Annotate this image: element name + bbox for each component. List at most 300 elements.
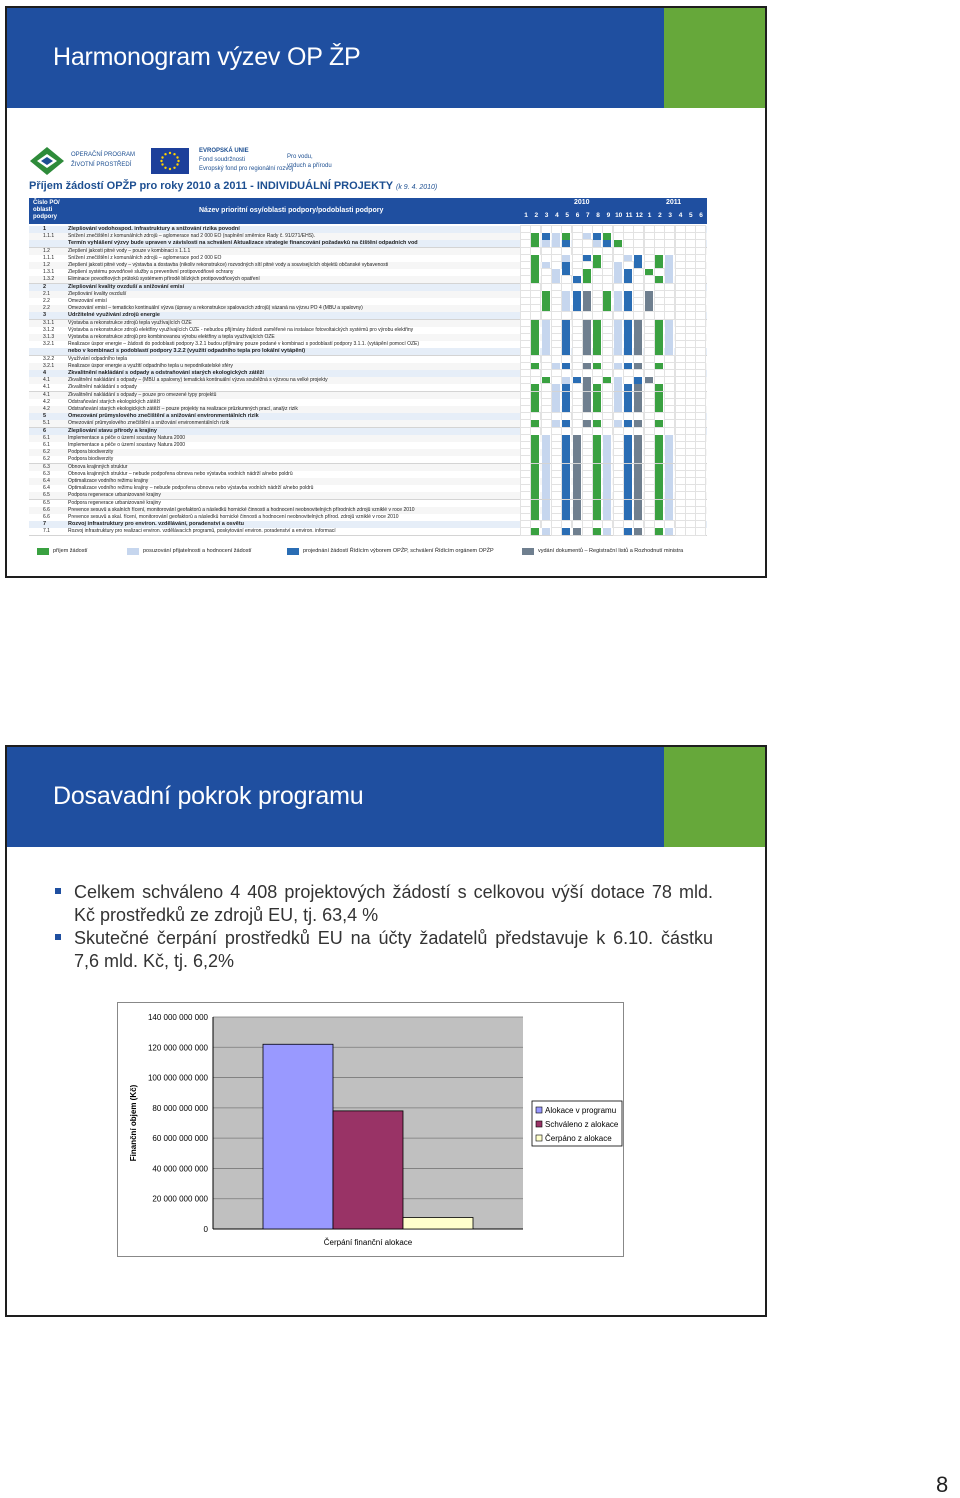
schedule-cell	[614, 377, 623, 384]
month-label: 12	[635, 212, 643, 219]
schedule-cell	[634, 406, 643, 413]
schedule-cell	[562, 528, 571, 535]
schedule-cell	[686, 341, 695, 348]
schedule-cell	[562, 298, 571, 305]
bullet-text: Celkem schváleno 4 408 projektových žádostí s celkovou výší dotace 78 mld. Kč prostředků ze zdrojů EU, tj. 63,4 %	[74, 882, 713, 925]
schedule-cell	[634, 528, 643, 535]
schedule-cell	[645, 320, 654, 327]
row-name: Omezování průmyslového znečištění a snižování environmentálních rizik	[68, 420, 230, 427]
schedule-cell	[665, 320, 674, 327]
schedule-cell	[542, 240, 551, 247]
schedule-cell	[603, 449, 612, 456]
row-code: 1.2	[43, 262, 50, 268]
schedule-cell	[665, 485, 674, 492]
schedule-cell	[603, 240, 612, 247]
schedule-cell	[573, 377, 582, 384]
schedule-cell	[521, 320, 530, 327]
month-label: 11	[625, 212, 633, 219]
schedule-cell	[552, 276, 561, 283]
schedule-cell	[645, 413, 654, 420]
schedule-cell	[521, 284, 530, 291]
schedule-cell	[686, 456, 695, 463]
schedule-cell	[593, 492, 602, 499]
schedule-cell	[665, 291, 674, 298]
schedule-cell	[583, 363, 592, 370]
schedule-cell	[686, 442, 695, 449]
schedule-cell	[521, 399, 530, 406]
row-code: 6.4	[43, 478, 50, 484]
schedule-cell	[593, 377, 602, 384]
schedule-cell	[655, 384, 664, 391]
schedule-cell	[665, 327, 674, 334]
schedule-cell	[624, 240, 633, 247]
row-name: Realizace úspor energie a využití odpadního tepla u nepodnikatelské sféry	[68, 362, 233, 369]
schedule-cell	[583, 528, 592, 535]
schedule-cell	[645, 399, 654, 406]
schedule-cell	[593, 507, 602, 514]
schedule-cell	[634, 521, 643, 528]
schedule-cell	[552, 356, 561, 363]
schedule-cell	[676, 413, 685, 420]
schedule-cell	[614, 492, 623, 499]
month-label: 5	[688, 212, 693, 219]
schedule-cell	[634, 255, 643, 262]
schedule-cell	[562, 392, 571, 399]
schedule-cell	[696, 320, 705, 327]
schedule-cell	[614, 348, 623, 355]
schedule-cell	[531, 514, 540, 521]
schedule-cell	[583, 226, 592, 233]
schedule-cell	[645, 449, 654, 456]
schedule-cell	[593, 298, 602, 305]
schedule-cell	[634, 449, 643, 456]
schedule-cell	[624, 377, 633, 384]
schedule-cell	[634, 305, 643, 312]
schedule-cell	[624, 226, 633, 233]
schedule-cell	[645, 341, 654, 348]
legend-swatch	[536, 1107, 542, 1113]
schedule-cell	[552, 305, 561, 312]
schedule-cell	[521, 348, 530, 355]
schedule-cell	[686, 305, 695, 312]
row-name: Omezování emisí	[68, 298, 107, 304]
row-code: 3	[43, 312, 47, 319]
schedule-cell	[655, 348, 664, 355]
schedule-cell	[655, 377, 664, 384]
schedule-cell	[686, 392, 695, 399]
schedule-cell	[676, 492, 685, 499]
schedule-cell	[655, 392, 664, 399]
schedule-cell	[531, 428, 540, 435]
chart-svg	[118, 1003, 623, 1256]
schedule-cell	[676, 442, 685, 449]
schedule-cell	[552, 312, 561, 319]
schedule-cell	[655, 471, 664, 478]
schedule-cell	[542, 456, 551, 463]
schedule-cell	[603, 334, 612, 341]
schedule-row	[29, 528, 707, 536]
legend-swatch	[127, 548, 139, 555]
schedule-cell	[614, 269, 623, 276]
schedule-cell	[676, 428, 685, 435]
schedule-cell	[665, 500, 674, 507]
schedule-cell	[583, 356, 592, 363]
schedule-cell	[665, 528, 674, 535]
schedule-cell	[686, 500, 695, 507]
schedule-cell	[521, 485, 530, 492]
y-tick-label: 120 000 000 000	[147, 1043, 208, 1053]
schedule-cell	[521, 464, 530, 471]
schedule-cell	[686, 312, 695, 319]
schedule-cell	[614, 233, 623, 240]
schedule-cell	[562, 255, 571, 262]
schedule-cell	[686, 255, 695, 262]
schedule-cell	[531, 384, 540, 391]
slide-title: Harmonogram výzev OP ŽP	[53, 43, 361, 71]
schedule-cell	[624, 435, 633, 442]
schedule-cell	[686, 399, 695, 406]
schedule-cell	[521, 514, 530, 521]
schedule-cell	[573, 320, 582, 327]
schedule-cell	[634, 435, 643, 442]
schedule-cell	[552, 521, 561, 528]
schedule-cell	[552, 399, 561, 406]
bullet-text: Skutečné čerpání prostředků EU na účty žadatelů představuje k 6.10. částku 7,6 mld. Kč, tj. 6,2%	[74, 928, 713, 971]
schedule-cell	[614, 384, 623, 391]
schedule-cell	[686, 406, 695, 413]
row-code: 6.1	[43, 442, 50, 448]
schedule-cell	[665, 392, 674, 399]
schedule-cell	[593, 284, 602, 291]
schedule-cell	[521, 276, 530, 283]
schedule-cell	[686, 435, 695, 442]
schedule-cell	[655, 312, 664, 319]
schedule-cell	[562, 269, 571, 276]
schedule-cell	[686, 370, 695, 377]
schedule-cell	[624, 348, 633, 355]
schedule-cell	[645, 248, 654, 255]
schedule-cell	[676, 226, 685, 233]
schedule-cell	[593, 327, 602, 334]
schedule-cell	[686, 226, 695, 233]
schedule-cell	[655, 226, 664, 233]
schedule-cell	[655, 262, 664, 269]
schedule-cell	[696, 456, 705, 463]
schedule-cell	[645, 521, 654, 528]
schedule-cell	[542, 334, 551, 341]
schedule-cell	[645, 363, 654, 370]
schedule-cell	[645, 514, 654, 521]
schedule-cell	[531, 298, 540, 305]
schedule-cell	[634, 334, 643, 341]
schedule-title	[29, 180, 437, 192]
row-name: Snížení znečištění z komunálních zdrojů – aglomerace pod 2 000 EO	[68, 254, 222, 261]
schedule-cell	[583, 413, 592, 420]
row-name: Zlepšování vodohospod. infrastruktury a snižování rizika povodní	[68, 226, 240, 232]
row-code: 4.2	[43, 406, 50, 412]
schedule-cell	[542, 420, 551, 427]
bar-1	[263, 1044, 333, 1229]
schedule-cell	[542, 485, 551, 492]
schedule-cell	[542, 492, 551, 499]
schedule-cell	[562, 514, 571, 521]
schedule-cell	[542, 377, 551, 384]
schedule-cell	[603, 500, 612, 507]
schedule-cell	[593, 449, 602, 456]
schedule-cell	[593, 334, 602, 341]
schedule-cell	[686, 492, 695, 499]
schedule-cell	[573, 363, 582, 370]
schedule-cell	[624, 399, 633, 406]
slide-title: Dosavadní pokrok programu	[53, 782, 364, 810]
schedule-cell	[655, 442, 664, 449]
schedule-cell	[562, 248, 571, 255]
row-name: Zlepšení systému povodňové služby a preventivní protipovodňové ochrany	[68, 269, 234, 276]
schedule-cell	[634, 291, 643, 298]
schedule-cell	[634, 327, 643, 334]
schedule-cell	[624, 413, 633, 420]
schedule-cell	[531, 442, 540, 449]
schedule-cell	[521, 248, 530, 255]
schedule-cell	[624, 334, 633, 341]
schedule-cell	[583, 377, 592, 384]
schedule-cell	[696, 327, 705, 334]
row-code: 6	[43, 427, 47, 434]
col-code-header: Číslo PO/ oblasti podpory	[33, 200, 60, 220]
schedule-cell	[676, 262, 685, 269]
schedule-cell	[573, 428, 582, 435]
schedule-cell	[552, 298, 561, 305]
schedule-cell	[696, 384, 705, 391]
schedule-cell	[624, 485, 633, 492]
schedule-cell	[593, 464, 602, 471]
schedule-cell	[552, 485, 561, 492]
schedule-cell	[531, 363, 540, 370]
schedule-cell	[603, 341, 612, 348]
schedule-cell	[603, 485, 612, 492]
month-label: 1	[524, 212, 528, 219]
schedule-cell	[655, 449, 664, 456]
schedule-cell	[531, 478, 540, 485]
schedule-cell	[645, 233, 654, 240]
schedule-cell	[583, 262, 592, 269]
schedule-cell	[645, 456, 654, 463]
schedule-cell	[562, 406, 571, 413]
schedule-cell	[614, 341, 623, 348]
schedule-cell	[655, 428, 664, 435]
schedule-cell	[696, 428, 705, 435]
schedule-cell	[573, 492, 582, 499]
schedule-cell	[655, 255, 664, 262]
schedule-cell	[603, 399, 612, 406]
schedule-cell	[665, 348, 674, 355]
schedule-cell	[583, 370, 592, 377]
row-name: nebo v kombinaci s podoblastí podpory 3.2.2 (využití odpadního tepla pro lokální vytápění)	[68, 348, 306, 355]
schedule-cell	[583, 312, 592, 319]
bar-3	[403, 1217, 473, 1229]
schedule-cell	[696, 528, 705, 535]
schedule-cell	[614, 478, 623, 485]
schedule-cell	[521, 442, 530, 449]
schedule-cell	[562, 276, 571, 283]
schedule-cell	[542, 233, 551, 240]
schedule-cell	[562, 478, 571, 485]
logo-strip	[29, 146, 709, 180]
row-name: Omezování emisí – tematicko kontinuální výzva (úpravy a rekonstrukce spalovacích zdrojů) vázaná na výzvu PO 4 (MBÚ a spalovny)	[68, 305, 363, 312]
schedule-cell	[552, 240, 561, 247]
schedule-cell	[521, 406, 530, 413]
schedule-cell	[593, 356, 602, 363]
schedule-cell	[696, 449, 705, 456]
schedule-cell	[634, 320, 643, 327]
schedule-cell	[624, 284, 633, 291]
schedule-cell	[531, 500, 540, 507]
schedule-cell	[542, 435, 551, 442]
schedule-cell	[593, 233, 602, 240]
schedule-cell	[645, 305, 654, 312]
bullet-list	[53, 881, 713, 973]
schedule-cell	[583, 471, 592, 478]
schedule-cell	[562, 370, 571, 377]
schedule-cell	[573, 284, 582, 291]
schedule-cell	[583, 478, 592, 485]
schedule-cell	[593, 370, 602, 377]
schedule-cell	[573, 442, 582, 449]
schedule-cell	[624, 406, 633, 413]
schedule-cell	[665, 226, 674, 233]
schedule-cell	[634, 384, 643, 391]
schedule-cell	[676, 341, 685, 348]
schedule-cell	[645, 485, 654, 492]
row-code: 6.2	[43, 449, 50, 456]
schedule-cell	[665, 442, 674, 449]
schedule-cell	[655, 269, 664, 276]
row-name: Termín vyhlášení výzvy bude upraven v závislosti na schválení Aktualizace strategie financování požadavků na čištění odpadních vod	[68, 240, 418, 247]
schedule-cell	[624, 456, 633, 463]
x-axis-label: Čerpání finanční alokace	[323, 1238, 413, 1247]
schedule-cell	[645, 428, 654, 435]
month-label: 1	[647, 212, 652, 219]
schedule-cell	[645, 334, 654, 341]
schedule-cell	[603, 370, 612, 377]
schedule-cell	[573, 262, 582, 269]
schedule-cell	[665, 464, 674, 471]
schedule-cell	[573, 507, 582, 514]
schedule-cell	[676, 334, 685, 341]
slide-progress	[5, 745, 767, 1317]
schedule-cell	[603, 456, 612, 463]
row-code: 7	[43, 521, 47, 528]
row-code: 3.1.2	[43, 326, 55, 333]
schedule-cell	[665, 471, 674, 478]
schedule-cell	[573, 435, 582, 442]
row-code: 4	[43, 370, 47, 376]
schedule-cell	[542, 291, 551, 298]
schedule-cell	[562, 464, 571, 471]
schedule-cell	[645, 269, 654, 276]
schedule-cell	[696, 478, 705, 485]
schedule-cell	[593, 413, 602, 420]
schedule-cell	[655, 291, 664, 298]
schedule-cell	[655, 305, 664, 312]
legend-swatch	[287, 548, 299, 555]
schedule-cell	[573, 384, 582, 391]
schedule-cell	[542, 514, 551, 521]
schedule-cell	[614, 521, 623, 528]
schedule-cell	[573, 255, 582, 262]
schedule-cell	[645, 284, 654, 291]
schedule-cell	[542, 226, 551, 233]
schedule-cell	[634, 399, 643, 406]
schedule-cell	[531, 305, 540, 312]
schedule-cell	[531, 226, 540, 233]
schedule-cell	[645, 420, 654, 427]
schedule-cell	[542, 305, 551, 312]
schedule-cell	[521, 471, 530, 478]
legend-label: Alokace v programu	[545, 1106, 617, 1115]
schedule-cell	[593, 392, 602, 399]
schedule-cell	[676, 240, 685, 247]
schedule-cell	[542, 312, 551, 319]
schedule-cell	[552, 507, 561, 514]
schedule-cell	[583, 291, 592, 298]
schedule-cell	[603, 255, 612, 262]
row-code: 6.3	[43, 470, 50, 477]
schedule-cell	[573, 298, 582, 305]
schedule-cell	[583, 233, 592, 240]
schedule-cell	[552, 471, 561, 478]
bullet-item	[53, 927, 713, 973]
schedule-cell	[634, 240, 643, 247]
row-name: Podpora biodiverzity	[68, 449, 114, 456]
schedule-cell	[542, 471, 551, 478]
schedule-cell	[614, 514, 623, 521]
legend-label: Čerpáno z alokace	[545, 1134, 612, 1143]
schedule-cell	[593, 485, 602, 492]
schedule-cell	[531, 449, 540, 456]
schedule-cell	[573, 413, 582, 420]
row-name: Zlepšování kvality ovzduší a snižování emisí	[68, 283, 185, 290]
row-code: 7.1	[43, 528, 50, 535]
schedule-cell	[676, 284, 685, 291]
schedule-cell	[645, 356, 654, 363]
bullet-item	[53, 881, 713, 927]
schedule-cell	[573, 233, 582, 240]
schedule-cell	[521, 298, 530, 305]
schedule-cell	[562, 449, 571, 456]
schedule-cell	[573, 449, 582, 456]
row-name: Rozvoj infrastruktury pro environ. vzdělávání, poradenství a osvětu	[68, 521, 245, 528]
schedule-cell	[603, 471, 612, 478]
claim-line1: Pro vodu,	[287, 154, 313, 160]
row-code: 4.1	[43, 384, 50, 391]
schedule-cell	[645, 442, 654, 449]
schedule-cell	[624, 248, 633, 255]
schedule-cell	[634, 312, 643, 319]
schedule-cell	[634, 507, 643, 514]
schedule-cell	[696, 413, 705, 420]
row-name: Podpora regenerace urbanizované krajiny	[68, 492, 161, 499]
schedule-cell	[624, 312, 633, 319]
schedule-cell	[634, 248, 643, 255]
schedule-cell	[573, 370, 582, 377]
schedule-cell	[593, 348, 602, 355]
schedule-cell	[531, 471, 540, 478]
row-code: 6.6	[43, 506, 50, 513]
schedule-cell	[676, 348, 685, 355]
schedule-cell	[521, 262, 530, 269]
schedule-cell	[686, 327, 695, 334]
